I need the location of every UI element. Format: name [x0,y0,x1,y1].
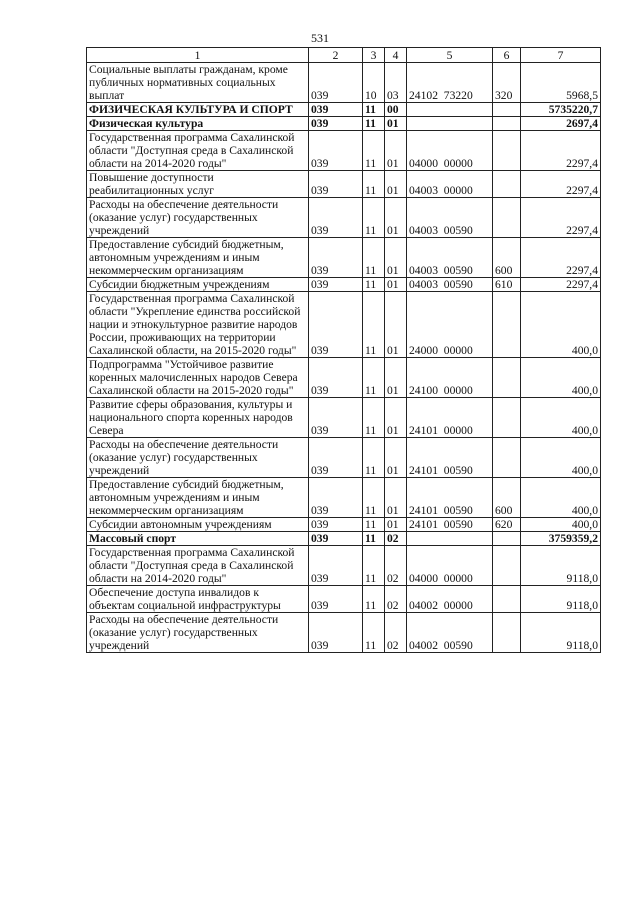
row-subsection-cell: 01 [385,117,407,131]
row-section-cell: 11 [363,292,385,358]
row-expense-type-cell [493,546,521,586]
row-section-cell: 11 [363,398,385,438]
table-row [87,171,601,198]
row-amount-cell: 5735220,7 [521,103,601,117]
row-target-article-cell: 04000 00000 [407,546,493,586]
row-section-cell: 11 [363,117,385,131]
column-header: 4 [385,48,407,63]
row-code-cell: 039 [309,518,363,532]
row-amount-cell: 9118,0 [521,613,601,653]
table-row [87,518,601,532]
row-target-article-cell: 24101 00590 [407,518,493,532]
row-section-cell: 11 [363,131,385,171]
row-section-cell: 11 [363,438,385,478]
row-amount-cell: 400,0 [521,292,601,358]
row-subsection-cell: 02 [385,546,407,586]
table-row [87,586,601,613]
table-row [87,532,601,546]
row-expense-type-cell [493,532,521,546]
table-row [87,438,601,478]
table-row [87,358,601,398]
row-name-cell: ФИЗИЧЕСКАЯ КУЛЬТУРА И СПОРТ [87,103,309,117]
table-row [87,613,601,653]
row-name-cell: Предоставление субсидий бюджетным, автономным учреждениям и иным некоммерческим организациям [87,238,309,278]
row-name-cell: Расходы на обеспечение деятельности (оказание услуг) государственных учреждений [87,438,309,478]
page-number: 531 [311,31,329,45]
column-header: 2 [309,48,363,63]
row-amount-cell: 400,0 [521,358,601,398]
row-amount-cell: 3759359,2 [521,532,601,546]
row-expense-type-cell: 610 [493,278,521,292]
row-code-cell: 039 [309,131,363,171]
row-subsection-cell: 01 [385,478,407,518]
row-code-cell: 039 [309,63,363,103]
row-amount-cell: 9118,0 [521,546,601,586]
row-expense-type-cell [493,292,521,358]
row-target-article-cell: 24101 00000 [407,398,493,438]
table-row [87,398,601,438]
row-section-cell: 11 [363,478,385,518]
table-row [87,478,601,518]
row-section-cell: 11 [363,546,385,586]
row-amount-cell: 2697,4 [521,117,601,131]
row-code-cell: 039 [309,198,363,238]
row-code-cell: 039 [309,546,363,586]
row-expense-type-cell [493,358,521,398]
table-row [87,103,601,117]
row-expense-type-cell [493,103,521,117]
column-header: 7 [521,48,601,63]
row-code-cell: 039 [309,398,363,438]
table-row [87,117,601,131]
row-code-cell: 039 [309,171,363,198]
row-expense-type-cell [493,438,521,478]
row-section-cell: 11 [363,103,385,117]
row-amount-cell: 5968,5 [521,63,601,103]
row-name-cell: Субсидии автономным учреждениям [87,518,309,532]
row-code-cell: 039 [309,238,363,278]
row-amount-cell: 400,0 [521,478,601,518]
row-name-cell: Обеспечение доступа инвалидов к объектам социальной инфраструктуры [87,586,309,613]
table-header-row [87,48,601,63]
row-subsection-cell: 01 [385,131,407,171]
row-section-cell: 11 [363,278,385,292]
row-code-cell: 039 [309,278,363,292]
row-name-cell: Развитие сферы образования, культуры и национального спорта коренных народов Севера [87,398,309,438]
row-amount-cell: 2297,4 [521,278,601,292]
row-code-cell: 039 [309,292,363,358]
row-target-article-cell: 04003 00590 [407,198,493,238]
row-expense-type-cell [493,117,521,131]
row-name-cell: Государственная программа Сахалинской области "Доступная среда в Сахалинской области на 2014-2020 годы" [87,131,309,171]
row-subsection-cell: 02 [385,613,407,653]
row-target-article-cell [407,117,493,131]
row-name-cell: Расходы на обеспечение деятельности (оказание услуг) государственных учреждений [87,198,309,238]
row-expense-type-cell: 620 [493,518,521,532]
column-header: 5 [407,48,493,63]
row-target-article-cell [407,103,493,117]
row-section-cell: 11 [363,198,385,238]
row-name-cell: Государственная программа Сахалинской области "Укрепление единства российской нации и этнокультурное развитие народов России, проживающих на территории Сахалинской области, на 2015-2020 годы" [87,292,309,358]
row-subsection-cell: 01 [385,438,407,478]
row-amount-cell: 400,0 [521,438,601,478]
row-expense-type-cell [493,613,521,653]
row-expense-type-cell: 320 [493,63,521,103]
row-amount-cell: 2297,4 [521,171,601,198]
column-header: 3 [363,48,385,63]
row-target-article-cell [407,532,493,546]
table-row [87,546,601,586]
row-target-article-cell: 24101 00590 [407,438,493,478]
row-code-cell: 039 [309,103,363,117]
row-section-cell: 11 [363,238,385,278]
row-section-cell: 11 [363,613,385,653]
row-section-cell: 11 [363,532,385,546]
row-expense-type-cell [493,131,521,171]
row-subsection-cell: 01 [385,278,407,292]
row-subsection-cell: 01 [385,171,407,198]
row-amount-cell: 2297,4 [521,198,601,238]
row-name-cell: Массовый спорт [87,532,309,546]
budget-table-body [87,48,601,653]
row-name-cell: Подпрограмма "Устойчивое развитие коренных малочисленных народов Севера Сахалинской области на 2015-2020 годы" [87,358,309,398]
row-section-cell: 11 [363,586,385,613]
table-row [87,278,601,292]
row-target-article-cell: 24102 73220 [407,63,493,103]
row-target-article-cell: 24101 00590 [407,478,493,518]
row-subsection-cell: 01 [385,292,407,358]
row-subsection-cell: 03 [385,63,407,103]
row-target-article-cell: 04002 00000 [407,586,493,613]
row-name-cell: Предоставление субсидий бюджетным, автономным учреждениям и иным некоммерческим организациям [87,478,309,518]
row-target-article-cell: 24100 00000 [407,358,493,398]
row-amount-cell: 2297,4 [521,131,601,171]
row-code-cell: 039 [309,478,363,518]
row-code-cell: 039 [309,613,363,653]
row-name-cell: Физическая культура [87,117,309,131]
row-subsection-cell: 02 [385,532,407,546]
row-amount-cell: 2297,4 [521,238,601,278]
row-subsection-cell: 00 [385,103,407,117]
row-code-cell: 039 [309,358,363,398]
row-expense-type-cell: 600 [493,238,521,278]
row-expense-type-cell [493,198,521,238]
row-section-cell: 11 [363,171,385,198]
row-code-cell: 039 [309,586,363,613]
row-name-cell: Субсидии бюджетным учреждениям [87,278,309,292]
table-row [87,292,601,358]
row-code-cell: 039 [309,532,363,546]
row-code-cell: 039 [309,438,363,478]
row-target-article-cell: 04003 00590 [407,278,493,292]
row-expense-type-cell [493,586,521,613]
row-section-cell: 11 [363,518,385,532]
row-name-cell: Государственная программа Сахалинской области "Доступная среда в Сахалинской области на 2014-2020 годы" [87,546,309,586]
column-header: 6 [493,48,521,63]
column-header: 1 [87,48,309,63]
table-row [87,63,601,103]
row-subsection-cell: 01 [385,198,407,238]
row-amount-cell: 400,0 [521,398,601,438]
row-code-cell: 039 [309,117,363,131]
budget-table [86,47,601,653]
row-subsection-cell: 01 [385,398,407,438]
row-section-cell: 10 [363,63,385,103]
row-amount-cell: 400,0 [521,518,601,532]
table-row [87,198,601,238]
row-subsection-cell: 02 [385,586,407,613]
row-target-article-cell: 04000 00000 [407,131,493,171]
table-row [87,238,601,278]
row-amount-cell: 9118,0 [521,586,601,613]
row-target-article-cell: 04003 00590 [407,238,493,278]
row-expense-type-cell [493,398,521,438]
row-target-article-cell: 24000 00000 [407,292,493,358]
row-expense-type-cell: 600 [493,478,521,518]
row-section-cell: 11 [363,358,385,398]
row-subsection-cell: 01 [385,358,407,398]
row-expense-type-cell [493,171,521,198]
row-name-cell: Расходы на обеспечение деятельности (оказание услуг) государственных учреждений [87,613,309,653]
row-subsection-cell: 01 [385,518,407,532]
table-row [87,131,601,171]
row-subsection-cell: 01 [385,238,407,278]
row-name-cell: Социальные выплаты гражданам, кроме публичных нормативных социальных выплат [87,63,309,103]
row-target-article-cell: 04002 00590 [407,613,493,653]
row-target-article-cell: 04003 00000 [407,171,493,198]
row-name-cell: Повышение доступности реабилитационных услуг [87,171,309,198]
